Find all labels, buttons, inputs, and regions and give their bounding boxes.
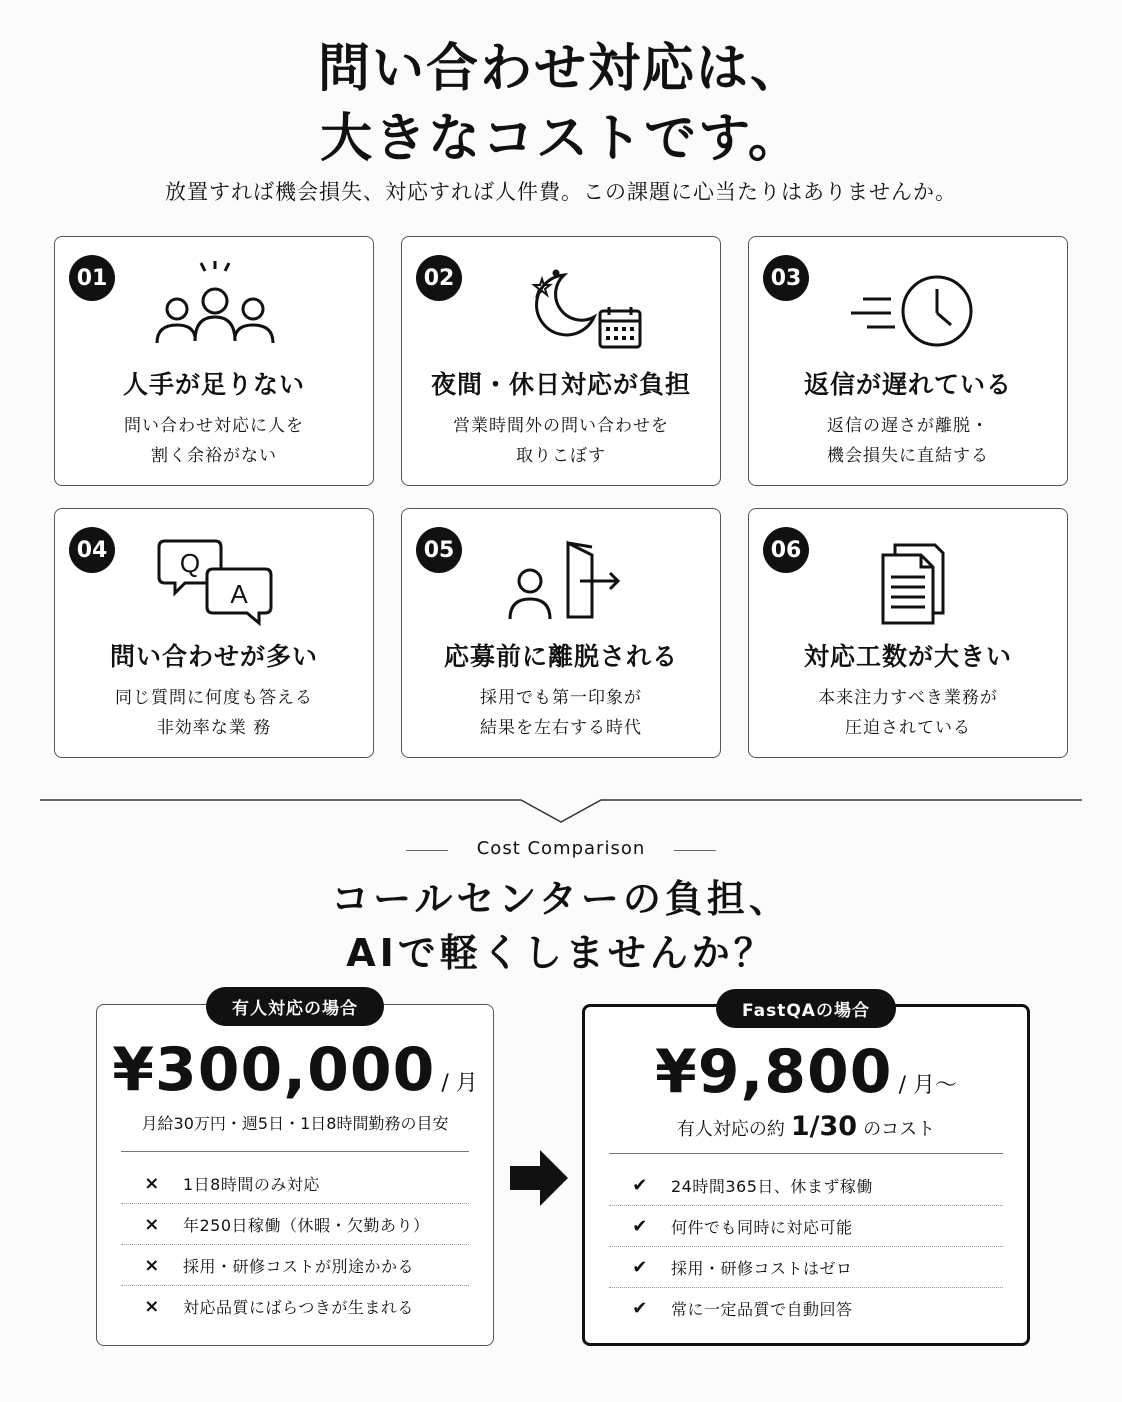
drawback-list xyxy=(121,1163,469,1326)
panel-divider xyxy=(609,1153,1003,1154)
panel-divider xyxy=(121,1151,469,1152)
panel-tag: FastQAの場合 xyxy=(716,989,896,1028)
list-item: × 1日8時間のみ対応 xyxy=(121,1163,469,1204)
benefit-list xyxy=(609,1165,1003,1328)
arrow-right-icon xyxy=(510,1150,568,1206)
problem-card-03 xyxy=(748,236,1068,486)
list-item: × 年250日稼働（休暇・欠勤あり） xyxy=(121,1204,469,1245)
subheadline: 放置すれば機会損失、対応すれば人件費。この課題に心当たりはありませんか。 xyxy=(165,180,957,204)
price-note: 月給30万円・週5日・1日8時間勤務の目安 xyxy=(141,1114,449,1133)
fastqa-cost-panel xyxy=(582,1001,1030,1346)
problem-card-05 xyxy=(401,508,721,758)
price: ¥300,000 / 月 xyxy=(112,1035,478,1105)
list-item: ✔ 何件でも同時に対応可能 xyxy=(609,1206,1003,1247)
card-number: 05 xyxy=(416,527,462,573)
card-number: 04 xyxy=(69,527,115,573)
list-item: × 採用・研修コストが別途かかる xyxy=(121,1245,469,1286)
card-number: 02 xyxy=(416,255,462,301)
problem-card-06 xyxy=(748,508,1068,758)
qa-bubbles-icon xyxy=(135,531,295,626)
problem-card-01 xyxy=(54,236,374,486)
card-title: 人手が足りない xyxy=(122,370,305,399)
card-description: 返信の遅さが離脱・ 機会損失に直結する xyxy=(827,416,989,466)
documents-icon xyxy=(829,531,989,626)
cross-icon: × xyxy=(144,1213,160,1235)
price: ¥9,800 / 月〜 xyxy=(655,1037,957,1107)
moon-calendar-icon xyxy=(482,259,642,354)
problem-card-02 xyxy=(401,236,721,486)
section-title-line1: コールセンターの負担、 xyxy=(331,877,791,921)
cross-icon: × xyxy=(144,1254,160,1276)
check-icon: ✔ xyxy=(632,1215,648,1237)
card-title: 問い合わせが多い xyxy=(109,642,318,671)
person-exit-icon xyxy=(482,531,642,626)
card-description: 営業時間外の問い合わせを 取りこぼす xyxy=(453,416,669,466)
a-letter: A xyxy=(230,579,248,609)
people-icon xyxy=(135,259,295,354)
list-item: × 対応品質にばらつきが生まれる xyxy=(121,1286,469,1326)
card-description: 採用でも第一印象が 結果を左右する時代 xyxy=(480,688,642,738)
list-item: ✔ 24時間365日、休まず稼働 xyxy=(609,1165,1003,1206)
card-title: 夜間・休日対応が負担 xyxy=(430,370,691,399)
card-description: 同じ質問に何度も答える 非効率な業 務 xyxy=(115,688,313,738)
check-icon: ✔ xyxy=(632,1256,648,1278)
card-description: 問い合わせ対応に人を 割く余裕がない xyxy=(124,416,304,466)
list-item: ✔ 採用・研修コストはゼロ xyxy=(609,1247,1003,1288)
price-note: 有人対応の約 1/30 のコスト xyxy=(676,1111,936,1142)
problem-card-04 xyxy=(54,508,374,758)
card-number: 03 xyxy=(763,255,809,301)
check-icon: ✔ xyxy=(632,1297,648,1319)
panel-tag: 有人対応の場合 xyxy=(206,987,384,1026)
card-title: 応募前に離脱される xyxy=(443,642,678,671)
list-item: ✔ 常に一定品質で自動回答 xyxy=(609,1288,1003,1328)
check-icon: ✔ xyxy=(632,1174,648,1196)
card-number: 01 xyxy=(69,255,115,301)
section-label: Cost Comparison xyxy=(476,838,646,859)
q-letter: Q xyxy=(179,548,201,578)
fast-clock-icon xyxy=(829,259,989,354)
cross-icon: × xyxy=(144,1172,160,1194)
headline-line2: 大きなコストです。 xyxy=(320,109,802,169)
headline-line1: 問い合わせ対応は、 xyxy=(317,39,804,99)
human-cost-panel xyxy=(96,999,494,1346)
section-title-line2: AIで軽くしませんか？ xyxy=(346,931,776,975)
card-title: 対応工数が大きい xyxy=(803,642,1012,671)
section-divider xyxy=(40,790,1082,830)
cross-icon: × xyxy=(144,1295,160,1317)
card-description: 本来注力すべき業務が 圧迫されている xyxy=(818,688,998,738)
card-number: 06 xyxy=(763,527,809,573)
card-title: 返信が遅れている xyxy=(803,370,1012,399)
